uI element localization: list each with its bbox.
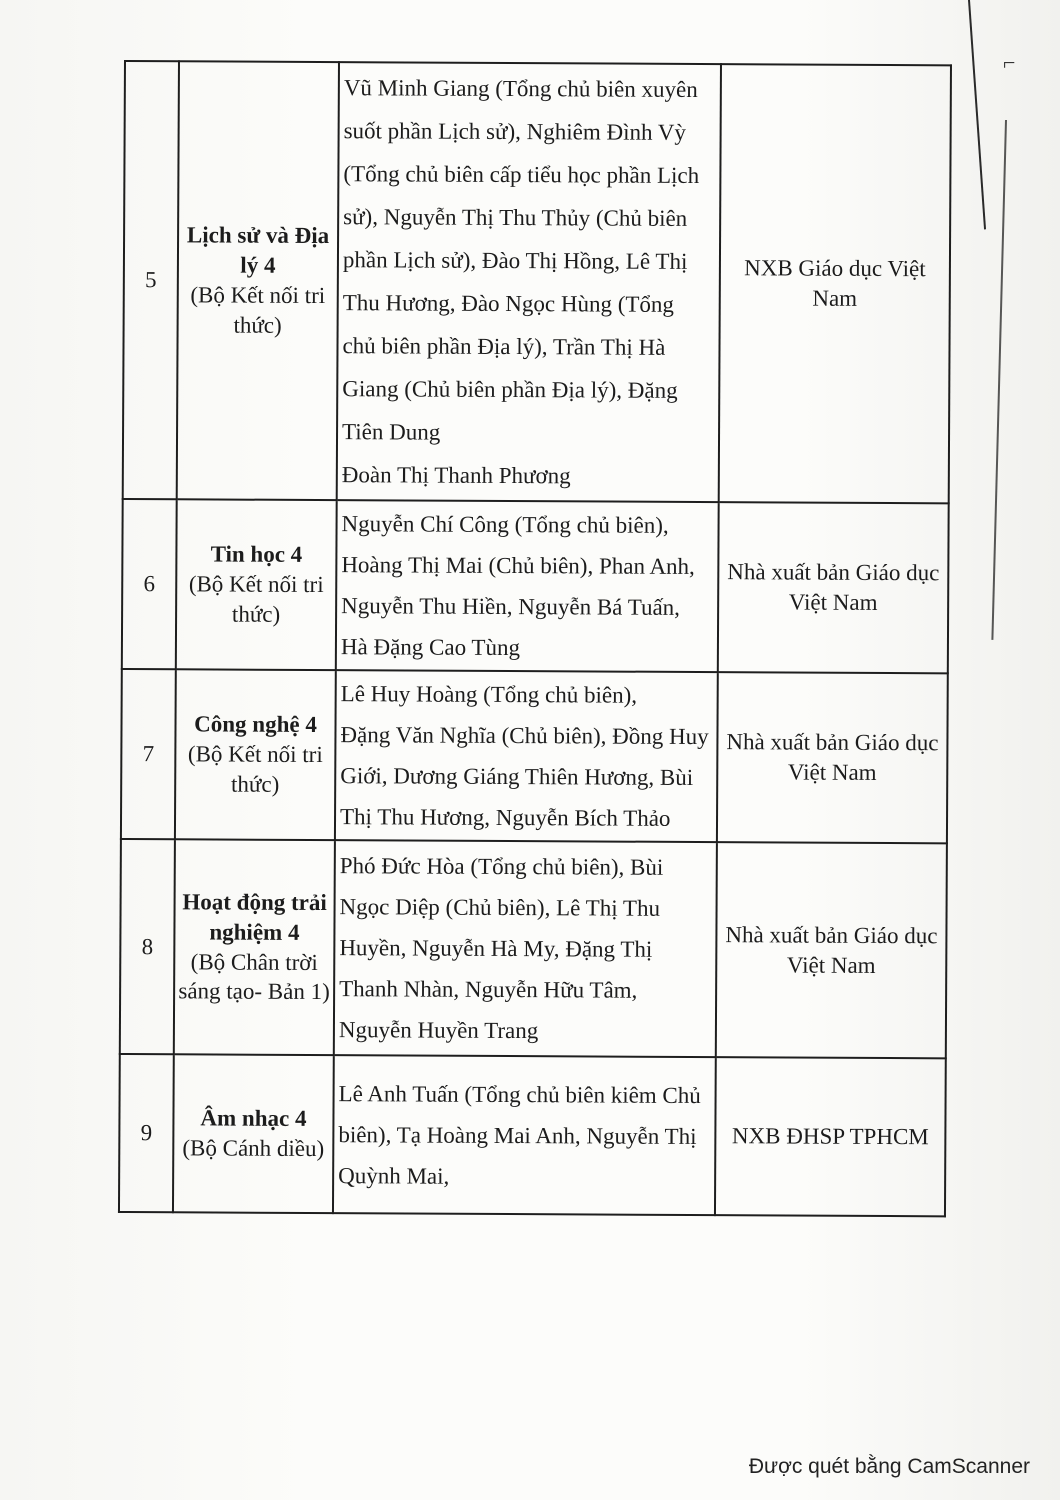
publisher-name: Nhà xuất bản Giáo dục Việt Nam <box>725 921 938 978</box>
author-line: Huyền, Nguyễn Hà My, Đặng Thị <box>339 935 653 962</box>
author-line: Ngọc Diệp (Chủ biên), Lê Thị Thu <box>339 894 661 921</box>
book-name: Tin học 4 <box>210 541 303 568</box>
row-number: 7 <box>121 669 176 839</box>
book-series: (Bộ Kết nối tri thức) <box>190 282 326 338</box>
book-title-cell <box>176 499 337 670</box>
book-name: Âm nhạc 4 <box>200 1105 307 1132</box>
author-line: Thị Thu Hương, Nguyễn Bích Thảo <box>339 804 671 831</box>
authors-cell <box>333 1055 716 1215</box>
book-title-cell <box>173 1054 334 1213</box>
table-row <box>121 669 948 843</box>
publisher-cell <box>718 502 949 673</box>
author-line: Lê Anh Tuấn (Tổng chủ biên kiêm Chủ <box>338 1080 701 1108</box>
author-line: Nguyễn Thu Hiền, Nguyễn Bá Tuấn, <box>341 593 681 620</box>
book-title-cell <box>175 669 336 840</box>
table-row <box>122 499 949 673</box>
book-series: (Bộ Cánh diều) <box>182 1135 325 1162</box>
publisher-name: Nhà xuất bản Giáo dục Việt Nam <box>727 559 940 615</box>
author-line: Tiên Dung <box>341 419 441 445</box>
author-line: suốt phần Lịch sử), Nghiêm Đình Vỳ <box>343 118 687 145</box>
publisher-name: Nhà xuất bản Giáo dục Việt Nam <box>726 729 939 785</box>
author-line: Đặng Văn Nghĩa (Chủ biên), Đồng Huy <box>340 722 709 750</box>
table-row <box>119 1054 946 1216</box>
author-line: Đoàn Thị Thanh Phương <box>341 462 571 489</box>
author-line: Giới, Dương Giáng Thiên Hương, Bùi <box>340 763 694 790</box>
author-line: chủ biên phần Địa lý), Trần Thị Hà <box>342 333 666 360</box>
author-line: Phó Đức Hòa (Tổng chủ biên), Bùi <box>339 853 664 880</box>
author-line: Hoàng Thị Mai (Chủ biên), Phan Anh, <box>341 552 695 579</box>
book-title-cell <box>177 61 339 500</box>
authors-cell <box>335 670 718 842</box>
publisher-name: NXB Giáo dục Việt Nam <box>744 255 926 311</box>
table-row <box>123 61 951 503</box>
author-line: Vũ Minh Giang (Tổng chủ biên xuyên <box>343 75 698 103</box>
book-series: (Bộ Kết nối tri thức) <box>187 741 323 797</box>
author-line: biên), Tạ Hoàng Mai Anh, Nguyễn Thị <box>338 1121 697 1149</box>
authors-cell <box>334 840 717 1057</box>
book-name: Hoạt động trải nghiệm 4 <box>182 889 327 945</box>
book-series: (Bộ Kết nối tri thức) <box>188 571 324 627</box>
scan-artifact: ⌐ <box>1003 50 1016 75</box>
book-name: Công nghệ 4 <box>194 711 317 738</box>
publisher-cell <box>717 672 948 843</box>
row-number: 9 <box>119 1054 174 1212</box>
author-line: Nguyễn Huyền Trang <box>338 1017 539 1044</box>
publisher-cell <box>716 842 947 1058</box>
textbook-table <box>118 60 952 1217</box>
publisher-cell <box>715 1057 946 1216</box>
authors-cell <box>337 62 721 502</box>
row-number: 8 <box>120 839 175 1054</box>
publisher-name: NXB ĐHSP TPHCM <box>731 1123 929 1150</box>
author-line: Hà Đặng Cao Tùng <box>340 634 521 661</box>
author-line: Giang (Chủ biên phần Địa lý), Đặng <box>342 376 678 403</box>
authors-cell <box>336 500 719 672</box>
author-line: sử), Nguyễn Thị Thu Thủy (Chủ biên <box>343 204 688 231</box>
author-line: Quỳnh Mai, <box>338 1162 450 1189</box>
author-line: (Tổng chủ biên cấp tiểu học phần Lịch <box>343 161 700 189</box>
book-series: (Bộ Chân trời sáng tạo- Bản 1) <box>178 948 330 1005</box>
author-line: Thanh Nhàn, Nguyễn Hữu Tâm, <box>339 976 638 1003</box>
row-number: 6 <box>122 499 177 669</box>
book-title-cell <box>174 839 335 1055</box>
author-line: Thu Hương, Đào Ngọc Hùng (Tổng <box>342 290 675 317</box>
author-line: Lê Huy Hoàng (Tổng chủ biên), <box>340 681 638 708</box>
author-line: Nguyễn Chí Công (Tổng chủ biên), <box>341 511 669 538</box>
book-name: Lịch sử và Địa lý 4 <box>186 222 330 278</box>
camscanner-watermark: Được quét bằng CamScanner <box>748 1455 1030 1478</box>
table-row <box>120 839 947 1058</box>
publisher-cell <box>719 64 951 503</box>
author-line: phần Lịch sử), Đào Thị Hồng, Lê Thị <box>342 247 688 274</box>
row-number: 5 <box>123 61 179 499</box>
